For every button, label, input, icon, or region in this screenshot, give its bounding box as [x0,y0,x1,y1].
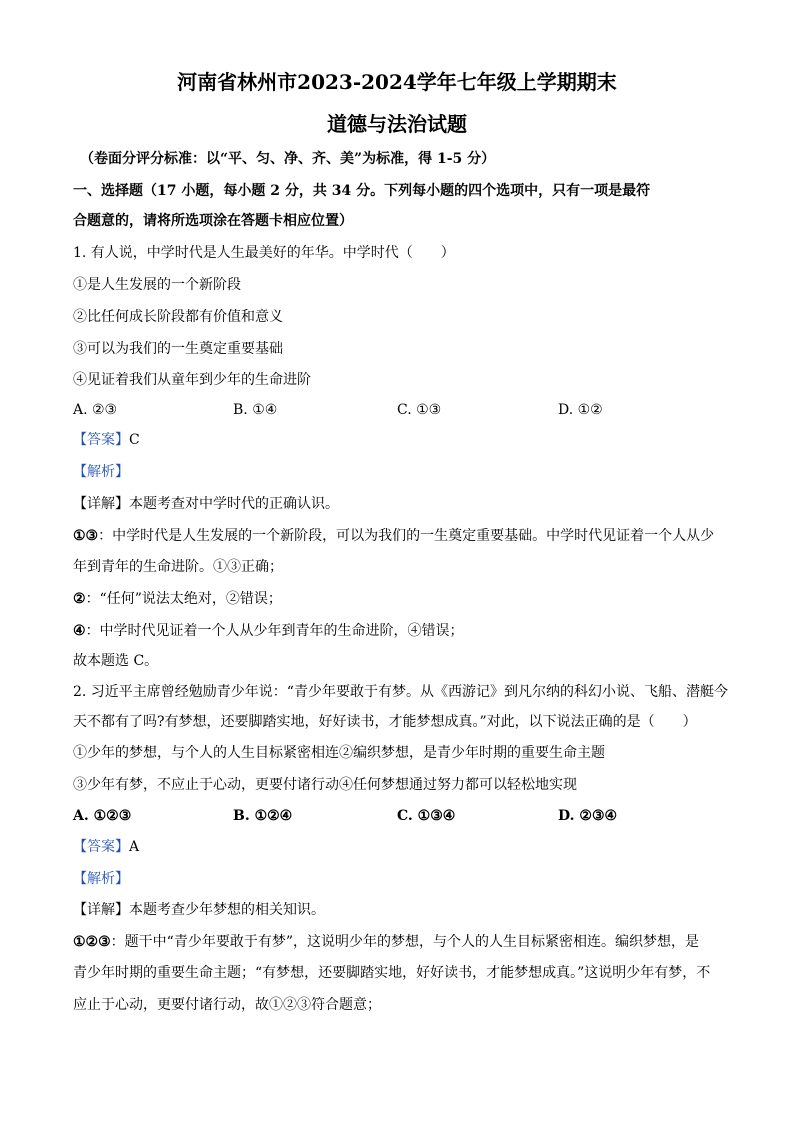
detail-text: 本题考查对中学时代的正确认识。 [129,496,339,512]
q2-option-d: D. ②③④ [558,808,618,824]
detail-label: 【详解】 [73,496,129,512]
q1-explanation-1 [73,527,714,545]
q1-item-2: ②比任何成长阶段都有价值和意义 [73,309,283,325]
q1-explanation-3 [73,622,464,640]
page-subtitle: 道德与法治试题 [327,112,467,136]
explanation-marker: ①②③ [73,934,111,950]
explanation-text: ：中学时代是人生发展的一个新阶段，可以为我们的一生奠定重要基础。中学时代见证着一个人从少 [98,528,715,544]
q1-item-1: ①是人生发展的一个新阶段 [73,277,241,293]
q2-analysis [73,870,129,888]
explanation-text: ：中学时代见证着一个人从少年到青年的生命进阶，④错误； [85,623,464,639]
q1-option-c: C. ①③ [397,402,442,418]
q1-detail [73,495,339,513]
section-heading-line1: 一、选择题（17 小题，每小题 2 分，共 34 分。下列每小题的四个选项中，只有一项是最符 [73,183,651,199]
q1-option-a: A. ②③ [73,402,118,418]
q2-answer [73,838,139,856]
section-heading-line2: 合题意的，请将所选项涂在答题卡相应位置） [73,213,353,229]
q2-items-line1: ①少年的梦想，与个人的人生目标紧密相连②编织梦想，是青少年时期的重要生命主题 [73,745,605,761]
q1-analysis [73,463,129,481]
q1-explanation-1-cont: 年到青年的生命进阶。①③正确； [73,559,283,575]
answer-value: C [129,432,140,448]
q1-stem: 1. 有人说，中学时代是人生最美好的年华。中学时代（ ） [73,245,455,261]
detail-text: 本题考查少年梦想的相关知识。 [129,902,325,918]
q1-option-b: B. ①④ [233,402,278,418]
q2-stem-line1: 2. 习近平主席曾经勉励青少年说：“青少年要敢于有梦。从《西游记》到凡尔纳的科幻小说、飞船、潜艇今 [73,684,728,700]
q2-option-a: A. ①②③ [73,808,132,824]
explanation-text: ：题干中“青少年要敢于有梦”，这说明少年的梦想，与个人的人生目标紧密相连。编织梦想，是 [110,934,699,950]
q1-option-d: D. ①② [558,402,603,418]
q1-answer [73,431,140,449]
explanation-marker: ② [73,591,86,607]
q1-item-4: ④见证着我们从童年到少年的生命进阶 [73,372,311,388]
analysis-label: 【解析】 [73,871,129,887]
analysis-label: 【解析】 [73,464,129,480]
q2-explanation-1-cont: 青少年时期的重要生命主题；“有梦想，还要脚踏实地，好好读书，才能梦想成真。”这说明少年有梦，不 [73,965,711,981]
answer-value: A [129,839,140,855]
q1-explanation-2 [73,590,282,608]
answer-label: 【答案】 [73,432,129,448]
q2-option-c: C. ①③④ [397,808,456,824]
q2-detail [73,901,325,919]
page-title: 河南省林州市2023-2024学年七年级上学期期末 [177,70,617,94]
scoring-note: （卷面分评分标准：以“平、匀、净、齐、美”为标准，得 1-5 分） [80,151,496,167]
detail-label: 【详解】 [73,902,129,918]
answer-label: 【答案】 [73,839,129,855]
q2-items-line2: ③少年有梦，不应止于心动，更要付诸行动④任何梦想通过努力都可以轻松地实现 [73,777,577,793]
q1-item-3: ③可以为我们的一生奠定重要基础 [73,341,283,357]
q2-stem-line2: 天不都有了吗?有梦想，还要脚踏实地，好好读书，才能梦想成真。”对此，以下说法正确的是（ ） [73,714,697,730]
q2-explanation-1-cont2: 应止于心动，更要付诸行动，故①②③符合题意； [73,997,381,1013]
q2-explanation-1 [73,933,699,951]
q1-conclusion: 故本题选 C。 [73,653,159,669]
explanation-marker: ④ [73,623,86,639]
explanation-text: ：“任何”说法太绝对，②错误； [85,591,282,607]
explanation-marker: ①③ [73,528,99,544]
q2-option-b: B. ①②④ [233,808,293,824]
